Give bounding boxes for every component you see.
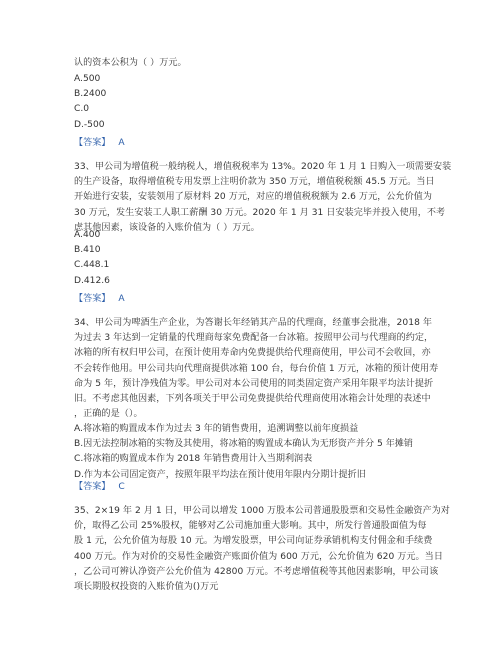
question-text-line: 400 万元。作为对价的交易性金融资产账面价值为 600 万元，公允价值为 620 万元。当日 <box>74 551 443 562</box>
option-b: B.410 <box>74 245 101 256</box>
answer-value: A <box>118 294 125 304</box>
option-a: A.500 <box>74 74 101 84</box>
option-c: C.将冰箱的购置成本作为 2018 年销售费用计入当期利润表 <box>74 454 313 465</box>
answer-label: 【答案】 <box>74 294 111 304</box>
question-34-options <box>74 422 434 483</box>
answer-value: A <box>118 138 125 148</box>
option-d: D.412.6 <box>74 275 110 286</box>
answer-33 <box>74 292 434 307</box>
answer-label: 【答案】 <box>74 482 111 492</box>
option-a: A.400 <box>74 230 101 240</box>
option-b: B.2400 <box>74 89 107 100</box>
question-text-line: 命为 5 年，预计净残值为零。甲公司对本公司使用的同类固定资产采用年限平均法计提折 <box>74 378 434 389</box>
answer-34 <box>74 480 434 495</box>
question-text-line: 项长期股权投资的入账价值为()万元 <box>74 581 219 592</box>
question-text-line: 价，取得乙公司 25%股权，能够对乙公司施加重大影响。其中，所发行普通股面值为每 <box>74 521 427 532</box>
question-32-options <box>74 72 434 133</box>
option-c: C.0 <box>74 104 90 115</box>
question-text-line: 开始进行安装，安装领用了原材料 20 万元，对应的增值税税额为 2.6 万元，公允价值为 <box>74 192 433 203</box>
question-text-line: ，乙公司可辨认净资产公允价值为 42800 万元。不考虑增值税等其他因素影响，甲公司该 <box>74 566 439 577</box>
answer-32 <box>74 136 434 151</box>
option-b: B.因无法控制冰箱的实物及其使用，将冰箱的购置成本确认为无形资产并分 5 年摊销 <box>74 439 413 450</box>
question-text-line: 34、甲公司为啤酒生产企业，为答谢长年经销其产品的代理商，经董事会批准，2018 年 <box>74 318 432 328</box>
question-text-line: 的生产设备，取得增值税专用发票上注明价款为 350 万元，增值税税额 45.5 万元。当日 <box>74 177 435 188</box>
answer-value: C <box>118 482 125 492</box>
option-a: A.将冰箱的购置成本作为过去 3 年的销售费用，追溯调整以前年度损益 <box>74 424 359 434</box>
question-text-line: 33、甲公司为增值税一般纳税人，增值税税率为 13%。2020 年 1 月 1 日购入一项需要安装 <box>74 162 452 172</box>
option-d: D.-500 <box>74 119 105 130</box>
question-text-line: 30 万元，发生安装工人职工薪酬 30 万元。2020 年 1 月 31 日安装完毕并投入使用，不考 <box>74 207 446 218</box>
option-c: C.448.1 <box>74 260 110 271</box>
question-text-line: 为过去 3 年达到一定销量的代理商每家免费配备一台冰箱。按照甲公司与代理商的约定， <box>74 333 434 344</box>
answer-label: 【答案】 <box>74 138 111 148</box>
question-33-options <box>74 228 434 289</box>
question-text-line: 不会转作他用。甲公司共向代理商提供冰箱 100 台，每台价值 1 万元，冰箱的预计使用寿 <box>74 363 439 374</box>
question-text-line: 虑其他因素，该设备的入账价值为（ ）万元。 <box>74 222 260 233</box>
question-text-line: 认的资本公积为（ ）万元。 <box>74 58 187 68</box>
option-d: D.作为本公司固定资产，按照年限平均法在预计使用年限内分期计提折旧 <box>74 469 366 480</box>
question-text-line: 股 1 元，公允价值为每股 10 元。为增发股票，甲公司向证券承销机构支付佣金和手续费 <box>74 536 433 547</box>
question-32-tail <box>74 56 434 71</box>
question-text-line: ，正确的是（）。 <box>74 409 143 420</box>
question-35 <box>74 504 450 595</box>
question-text-line: 旧。不考虑其他因素，下列各项关于甲公司免费提供给代理商使用冰箱会计处理的表述中 <box>74 393 431 404</box>
question-text-line: 35、2×19 年 2 月 1 日，甲公司以增发 1000 万股本公司普通股股票和交易性金融资产为对 <box>74 506 450 516</box>
question-text-line: 冰箱的所有权归甲公司，在预计使用寿命内免费提供给代理商使用，甲公司不会收回，亦 <box>74 348 431 359</box>
question-33 <box>74 160 452 236</box>
question-34 <box>74 316 439 422</box>
